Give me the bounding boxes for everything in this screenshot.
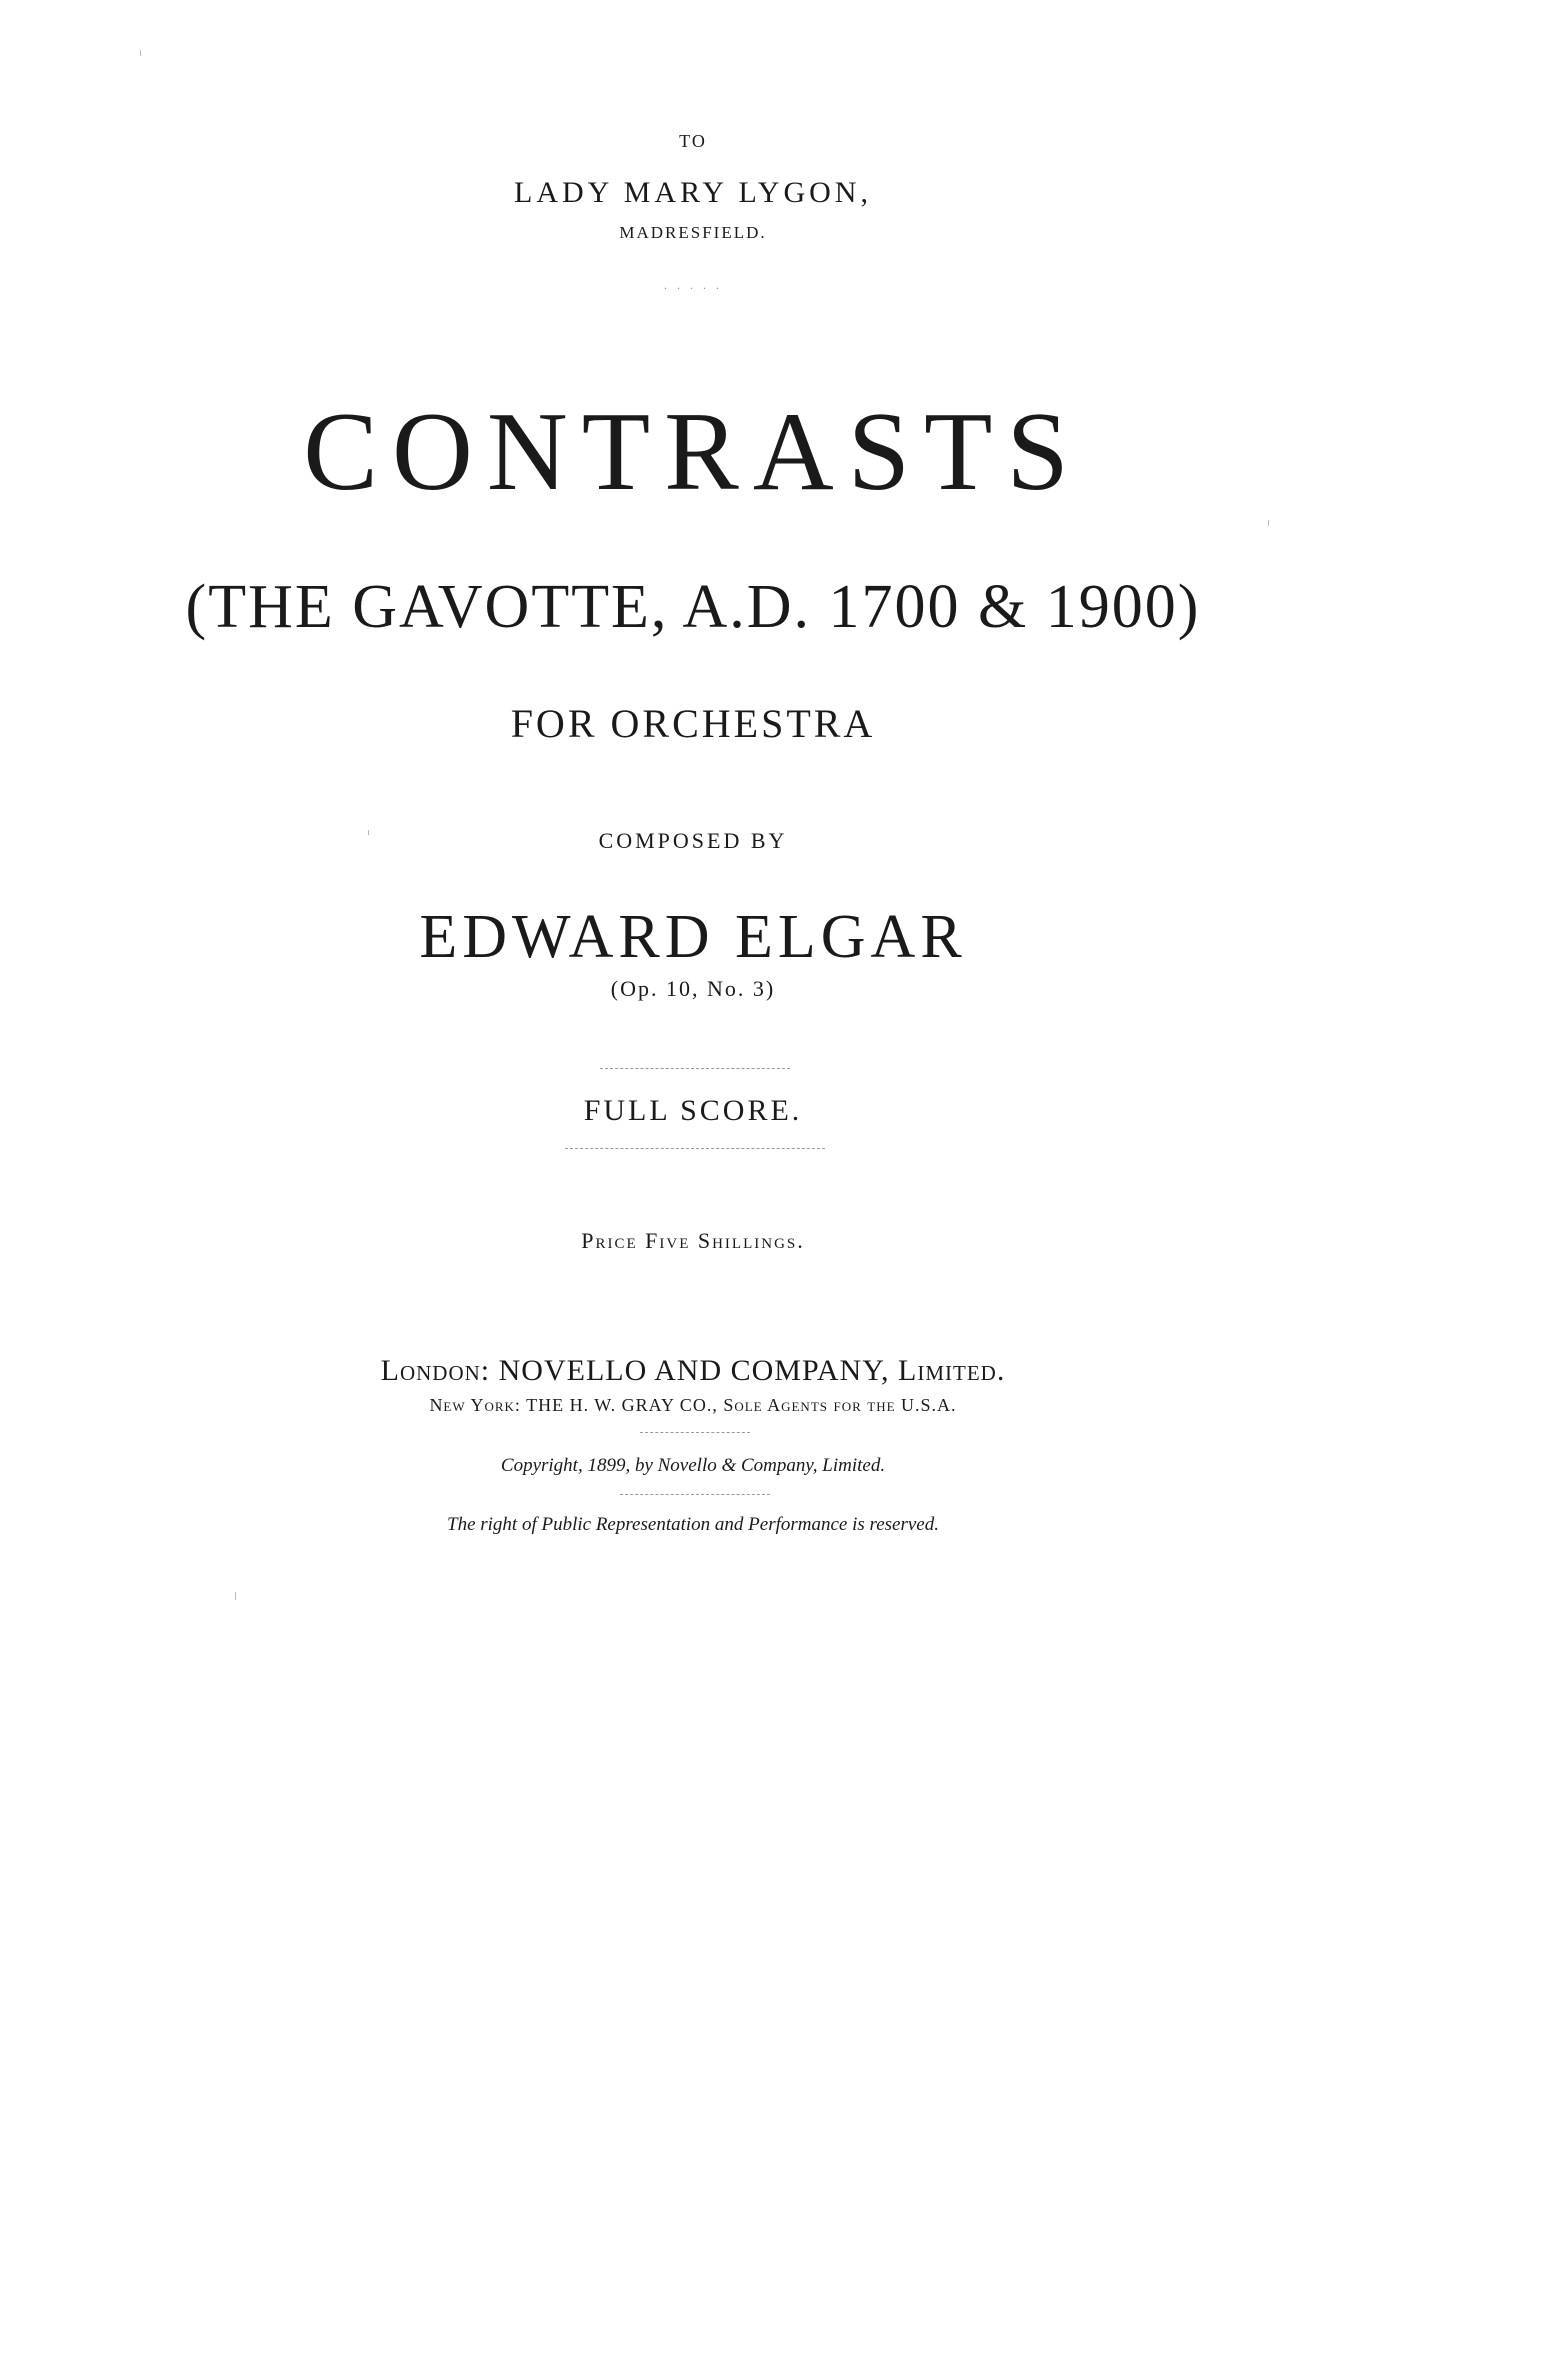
scan-speck [140, 50, 141, 56]
divider-rule [640, 1432, 750, 1433]
london-suffix: Limited. [898, 1354, 1006, 1387]
rights-notice: The right of Public Representation and Performance is reserved. [447, 1514, 939, 1535]
scan-speck [368, 830, 369, 835]
instrumentation: FOR ORCHESTRA [510, 701, 876, 746]
newyork-suffix: Sole Agents for the U.S.A. [723, 1395, 957, 1415]
divider-rule [620, 1494, 770, 1495]
london-publisher-name: NOVELLO AND COMPANY, [498, 1354, 890, 1387]
dedication-ornament: · · · · · [663, 281, 723, 295]
composed-by-label: COMPOSED BY [598, 828, 788, 853]
page-title: CONTRASTS [303, 390, 1083, 514]
price-line: Price Five Shillings. [581, 1228, 805, 1253]
scan-speck [235, 1592, 236, 1600]
scan-speck [1268, 520, 1269, 526]
divider-rule [600, 1068, 790, 1069]
divider-rule [565, 1148, 825, 1149]
composer-name: EDWARD ELGAR [419, 903, 967, 971]
dedication-to: TO [679, 131, 707, 151]
subtitle: (THE GAVOTTE, A.D. 1700 & 1900) [185, 573, 1201, 641]
dedication-name: LADY MARY LYGON, [514, 176, 872, 209]
copyright-notice: Copyright, 1899, by Novello & Company, Limited. [500, 1455, 886, 1476]
publisher-newyork [0, 1396, 1386, 1414]
london-label: London: [380, 1354, 491, 1387]
edition-label: FULL SCORE. [583, 1094, 803, 1127]
publisher-london [0, 1356, 1386, 1386]
opus-number: (Op. 10, No. 3) [610, 976, 776, 1001]
dedication-place: MADRESFIELD. [619, 223, 767, 242]
newyork-publisher-name: THE H. W. GRAY CO., [526, 1395, 718, 1415]
newyork-label: New York: [429, 1395, 521, 1415]
